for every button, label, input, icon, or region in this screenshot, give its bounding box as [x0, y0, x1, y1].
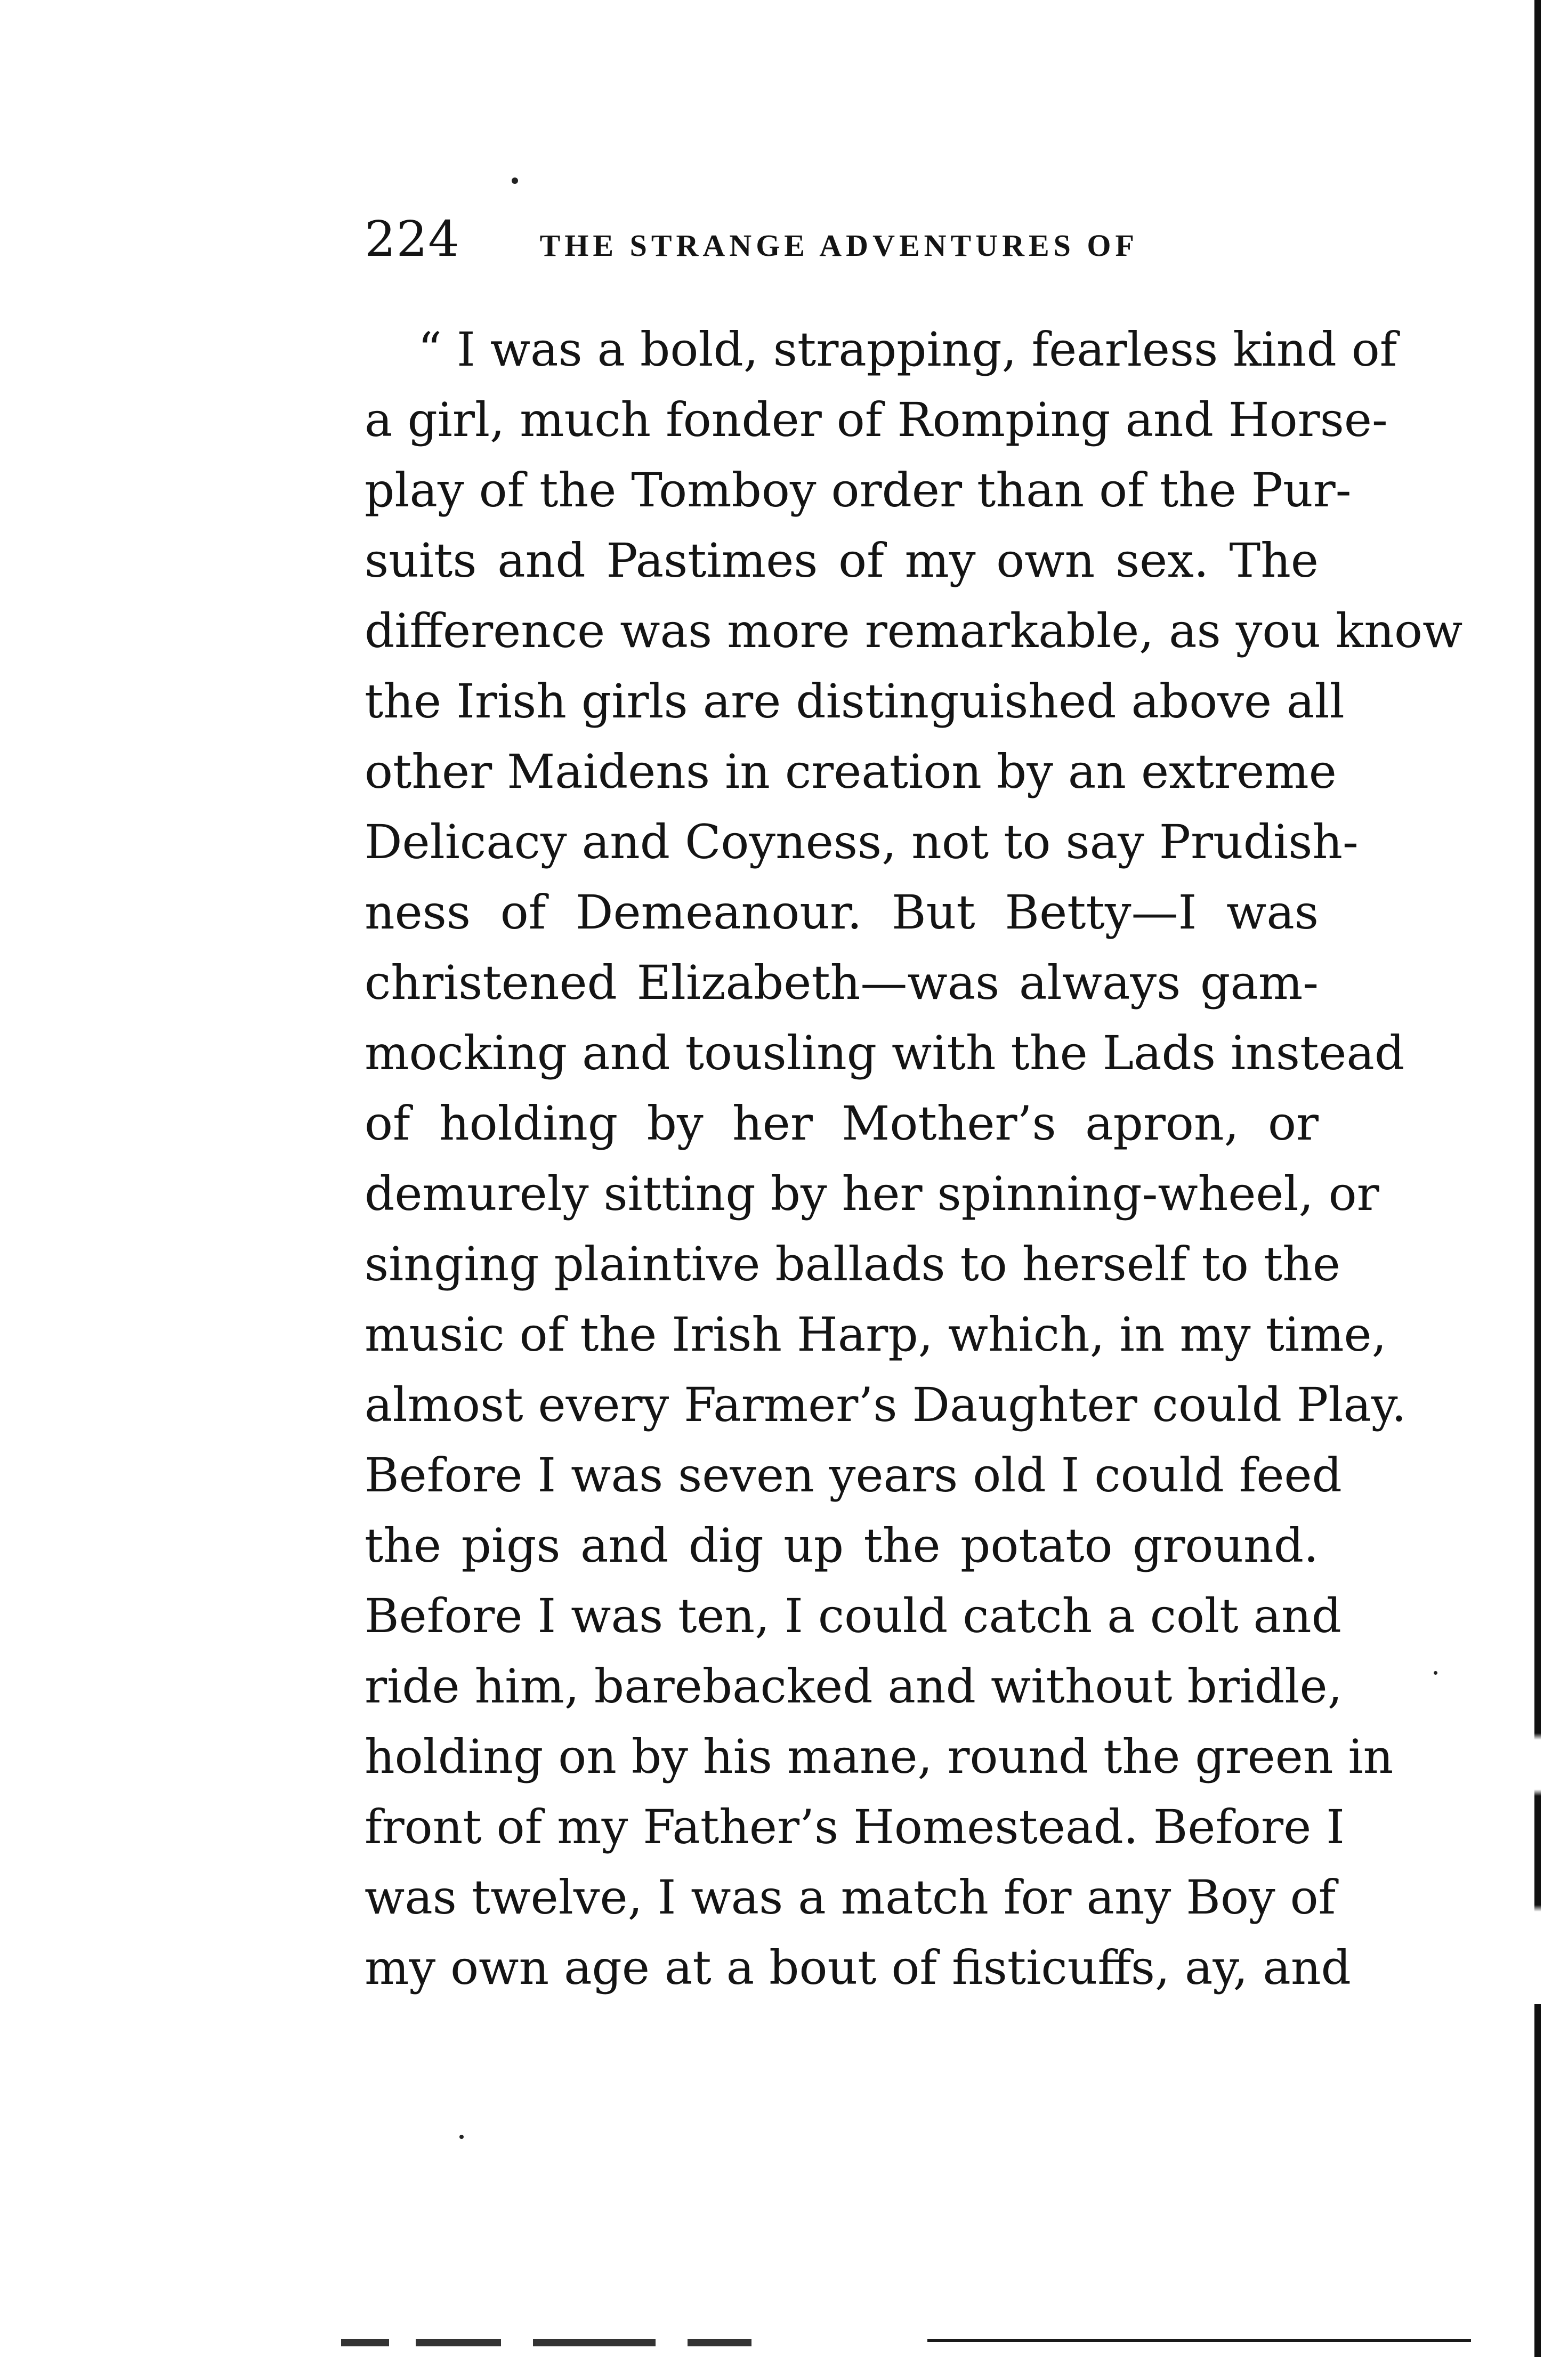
text-line: almost every Farmer’s Daughter could Play. — [365, 1377, 1407, 1432]
speck-mark — [459, 2135, 464, 2139]
scan-bottom-rule — [927, 2339, 1471, 2342]
text-line: my own age at a bout of fisticuffs, ay, and — [365, 1940, 1351, 1995]
text-line: play of the Tomboy order than of the Pur- — [365, 463, 1352, 518]
text-line: suits and Pastimes of my own sex. The — [365, 533, 1319, 588]
text-line: front of my Father’s Homestead. Before I — [365, 1799, 1345, 1854]
scan-bottom-marks — [341, 2339, 389, 2346]
text-line: Delicacy and Coyness, not to say Prudish- — [365, 814, 1359, 869]
page-number: 224 — [365, 211, 460, 268]
body-paragraph — [365, 314, 1463, 2003]
text-line: ride him, barebacked and without bridle, — [365, 1659, 1343, 1714]
scan-edge-rule-break — [1534, 1674, 1541, 2004]
text-line: “ I was a bold, strapping, fearless kind of — [418, 322, 1397, 377]
speck-mark — [1434, 1671, 1437, 1675]
text-line: music of the Irish Harp, which, in my time, — [365, 1307, 1387, 1362]
text-line: christened Elizabeth—was always gam- — [365, 955, 1319, 1010]
text-line: holding on by his mane, round the green in — [365, 1729, 1394, 1784]
scan-bottom-marks — [688, 2339, 751, 2346]
text-line: the pigs and dig up the potato ground. — [365, 1518, 1319, 1573]
page-header — [365, 211, 1377, 269]
text-line: other Maidens in creation by an extreme — [365, 744, 1337, 799]
running-title: THE STRANGE ADVENTURES OF — [539, 228, 1138, 263]
text-line: of holding by her Mother’s apron, or — [365, 1096, 1319, 1151]
text-line: singing plaintive ballads to herself to the — [365, 1237, 1340, 1291]
text-line: Before I was seven years old I could feed — [365, 1448, 1342, 1503]
text-line: was twelve, I was a match for any Boy of — [365, 1870, 1336, 1925]
scan-bottom-marks — [416, 2339, 501, 2346]
text-line: mocking and tousling with the Lads instead — [365, 1026, 1405, 1080]
speck-mark — [512, 177, 518, 184]
scan-bottom-marks — [533, 2339, 656, 2346]
text-line: difference was more remarkable, as you know — [365, 603, 1463, 658]
text-line: a girl, much fonder of Romping and Horse- — [365, 392, 1388, 447]
text-line: the Irish girls are distinguished above all — [365, 674, 1345, 729]
text-line: demurely sitting by her spinning-wheel, or — [365, 1166, 1379, 1221]
text-line: Before I was ten, I could catch a colt and — [365, 1588, 1341, 1643]
text-line: ness of Demeanour. But Betty—I was — [365, 885, 1319, 940]
